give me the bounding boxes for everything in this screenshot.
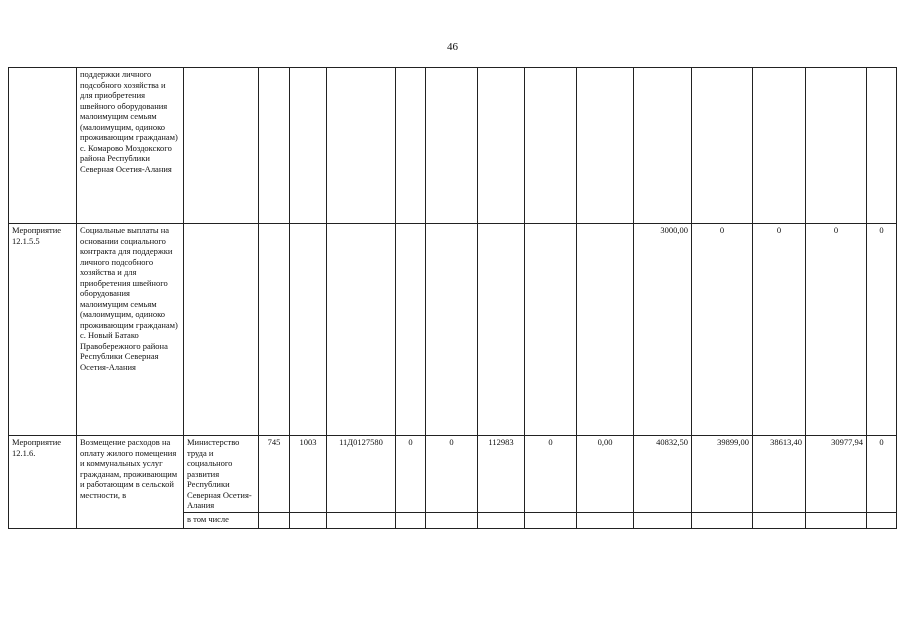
cell-c6: 0	[426, 436, 478, 513]
cell-description: Возмещение расходов на оплату жилого помещения и коммунальных услуг гражданам, проживающим и работающим в сельской местности, в	[77, 436, 184, 529]
cell-description: поддержки личного подсобного хозяйства и для приобретения швейного оборудования малоимущим семьям (малоимущим, одиноко проживающим гражданам) с. Комарово Моздокского района Республики Северная Осетия-Алания	[77, 68, 184, 224]
cell-year-3: 38613,40	[753, 436, 806, 513]
cell-year-1: 3000,00	[634, 224, 692, 436]
cell-vr: 0	[396, 436, 426, 513]
cell-rzpr: 1003	[290, 436, 327, 513]
table-row-event-1216	[9, 436, 897, 513]
cell-csr: 11Д0127580	[327, 436, 396, 513]
cell-year-3: 0	[753, 224, 806, 436]
cell-code	[9, 68, 77, 224]
table-row-event-12155	[9, 224, 897, 436]
cell-executor	[184, 68, 259, 224]
cell-year-1: 40832,50	[634, 436, 692, 513]
cell-executor	[184, 224, 259, 436]
table-row-continuation	[9, 68, 897, 224]
page-number: 46	[447, 41, 458, 53]
cell-code: Мероприятие 12.1.6.	[9, 436, 77, 529]
cell-c9: 0,00	[577, 436, 634, 513]
cell-year-5: 0	[867, 224, 897, 436]
cell-c7: 112983	[478, 436, 525, 513]
cell-year-4: 0	[806, 224, 867, 436]
cell-year-2: 39899,00	[692, 436, 753, 513]
cell-c8: 0	[525, 436, 577, 513]
cell-code: Мероприятие 12.1.5.5	[9, 224, 77, 436]
cell-grbs: 745	[259, 436, 290, 513]
cell-description: Социальные выплаты на основании социального контракта для поддержки личного подсобного хозяйства и для приобретения швейного оборудования малоимущим семьям (малоимущим, одиноко проживающим гражданам) с. Новый Батако Правобережного района Республики Северная Осетия-Алания	[77, 224, 184, 436]
cell-year-2: 0	[692, 224, 753, 436]
cell-executor: Министерство труда и социального развития Республики Северная Осетия-Алания	[184, 436, 259, 513]
cell-year-5: 0	[867, 436, 897, 513]
budget-table	[8, 67, 897, 529]
cell-executor: в том числе	[184, 512, 259, 528]
cell-year-4: 30977,94	[806, 436, 867, 513]
